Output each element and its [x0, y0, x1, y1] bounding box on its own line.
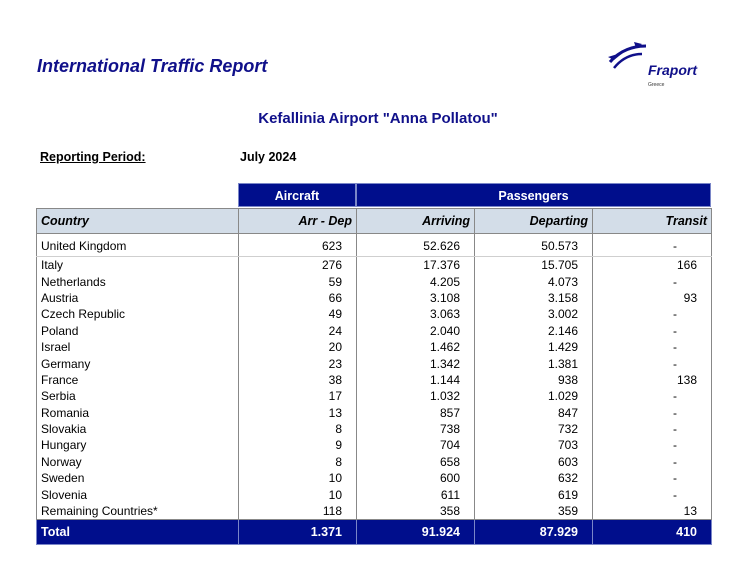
fraport-swoosh-icon [606, 40, 650, 76]
table-row [37, 323, 712, 339]
cell-transit: - [593, 437, 712, 453]
table-row [37, 306, 712, 322]
cell-departing: 619 [475, 486, 593, 502]
column-header-arr-dep: Arr - Dep [239, 209, 357, 234]
group-header-passengers: Passengers [356, 183, 711, 207]
cell-arr-dep: 23 [239, 355, 357, 371]
cell-country: Romania [37, 405, 239, 421]
cell-departing: 50.573 [475, 234, 593, 257]
table-row [37, 437, 712, 453]
cell-arriving: 704 [357, 437, 475, 453]
cell-transit: - [593, 323, 712, 339]
total-label: Total [37, 520, 239, 545]
table-row [37, 234, 712, 257]
cell-transit: - [593, 388, 712, 404]
column-header-country: Country [37, 209, 239, 234]
table-row [37, 290, 712, 306]
cell-transit: 166 [593, 257, 712, 274]
reporting-period-label: Reporting Period: [40, 150, 146, 164]
cell-arriving: 1.144 [357, 372, 475, 388]
cell-arr-dep: 118 [239, 503, 357, 520]
fraport-logo [606, 40, 716, 90]
table-row [37, 405, 712, 421]
cell-country: Sweden [37, 470, 239, 486]
cell-arr-dep: 49 [239, 306, 357, 322]
cell-arriving: 658 [357, 454, 475, 470]
cell-arriving: 358 [357, 503, 475, 520]
cell-transit: 93 [593, 290, 712, 306]
table-row [37, 421, 712, 437]
column-header-departing: Departing [475, 209, 593, 234]
cell-country: Austria [37, 290, 239, 306]
traffic-table [36, 208, 712, 545]
table-row [37, 355, 712, 371]
cell-departing: 2.146 [475, 323, 593, 339]
cell-arr-dep: 59 [239, 273, 357, 289]
cell-country: France [37, 372, 239, 388]
cell-country: Germany [37, 355, 239, 371]
cell-arr-dep: 13 [239, 405, 357, 421]
cell-country: Italy [37, 257, 239, 274]
cell-departing: 1.429 [475, 339, 593, 355]
cell-country: Remaining Countries* [37, 503, 239, 520]
cell-departing: 703 [475, 437, 593, 453]
cell-country: Hungary [37, 437, 239, 453]
cell-departing: 3.158 [475, 290, 593, 306]
cell-transit: - [593, 454, 712, 470]
cell-arr-dep: 17 [239, 388, 357, 404]
cell-country: Serbia [37, 388, 239, 404]
cell-departing: 1.381 [475, 355, 593, 371]
cell-country: United Kingdom [37, 234, 239, 257]
cell-departing: 938 [475, 372, 593, 388]
cell-arriving: 17.376 [357, 257, 475, 274]
cell-arriving: 611 [357, 486, 475, 502]
cell-arr-dep: 276 [239, 257, 357, 274]
column-header-arriving: Arriving [357, 209, 475, 234]
cell-departing: 732 [475, 421, 593, 437]
cell-arr-dep: 10 [239, 486, 357, 502]
cell-arriving: 52.626 [357, 234, 475, 257]
table-row [37, 503, 712, 520]
cell-arr-dep: 8 [239, 454, 357, 470]
cell-departing: 3.002 [475, 306, 593, 322]
cell-arr-dep: 38 [239, 372, 357, 388]
total-departing: 87.929 [475, 520, 593, 545]
cell-arr-dep: 10 [239, 470, 357, 486]
column-header-transit: Transit [593, 209, 712, 234]
cell-arriving: 3.108 [357, 290, 475, 306]
cell-country: Norway [37, 454, 239, 470]
cell-country: Poland [37, 323, 239, 339]
cell-transit: 13 [593, 503, 712, 520]
cell-arr-dep: 9 [239, 437, 357, 453]
cell-transit: - [593, 339, 712, 355]
table-row [37, 372, 712, 388]
cell-arr-dep: 20 [239, 339, 357, 355]
cell-transit: - [593, 306, 712, 322]
table-row [37, 273, 712, 289]
group-header-aircraft: Aircraft [238, 183, 356, 207]
cell-departing: 359 [475, 503, 593, 520]
cell-transit: - [593, 355, 712, 371]
cell-arriving: 2.040 [357, 323, 475, 339]
table-header-row [37, 209, 712, 234]
cell-transit: - [593, 486, 712, 502]
total-arr-dep: 1.371 [239, 520, 357, 545]
cell-departing: 15.705 [475, 257, 593, 274]
cell-transit: - [593, 273, 712, 289]
table-row [37, 388, 712, 404]
cell-departing: 4.073 [475, 273, 593, 289]
cell-arriving: 1.462 [357, 339, 475, 355]
table-row [37, 486, 712, 502]
airport-name: Kefallinia Airport "Anna Pollatou" [258, 110, 498, 127]
logo-text: Fraport [648, 62, 697, 78]
logo-subtext: Greece [648, 82, 665, 88]
table-body [37, 234, 712, 520]
cell-arriving: 4.205 [357, 273, 475, 289]
reporting-period-value: July 2024 [240, 150, 297, 164]
cell-arriving: 1.342 [357, 355, 475, 371]
table-row [37, 339, 712, 355]
cell-transit: - [593, 234, 712, 257]
cell-transit: - [593, 421, 712, 437]
cell-arriving: 857 [357, 405, 475, 421]
table-row [37, 257, 712, 274]
cell-country: Slovakia [37, 421, 239, 437]
total-row [37, 520, 712, 545]
total-arriving: 91.924 [357, 520, 475, 545]
total-transit: 410 [593, 520, 712, 545]
cell-arriving: 600 [357, 470, 475, 486]
cell-country: Czech Republic [37, 306, 239, 322]
table-row [37, 454, 712, 470]
cell-departing: 632 [475, 470, 593, 486]
cell-arr-dep: 8 [239, 421, 357, 437]
cell-departing: 603 [475, 454, 593, 470]
cell-arr-dep: 66 [239, 290, 357, 306]
cell-country: Slovenia [37, 486, 239, 502]
cell-country: Israel [37, 339, 239, 355]
cell-arriving: 1.032 [357, 388, 475, 404]
table-row [37, 470, 712, 486]
cell-country: Netherlands [37, 273, 239, 289]
cell-transit: - [593, 470, 712, 486]
cell-departing: 1.029 [475, 388, 593, 404]
cell-arriving: 3.063 [357, 306, 475, 322]
cell-arr-dep: 24 [239, 323, 357, 339]
cell-arriving: 738 [357, 421, 475, 437]
cell-arr-dep: 623 [239, 234, 357, 257]
report-title: International Traffic Report [37, 56, 268, 76]
cell-transit: 138 [593, 372, 712, 388]
cell-transit: - [593, 405, 712, 421]
cell-departing: 847 [475, 405, 593, 421]
